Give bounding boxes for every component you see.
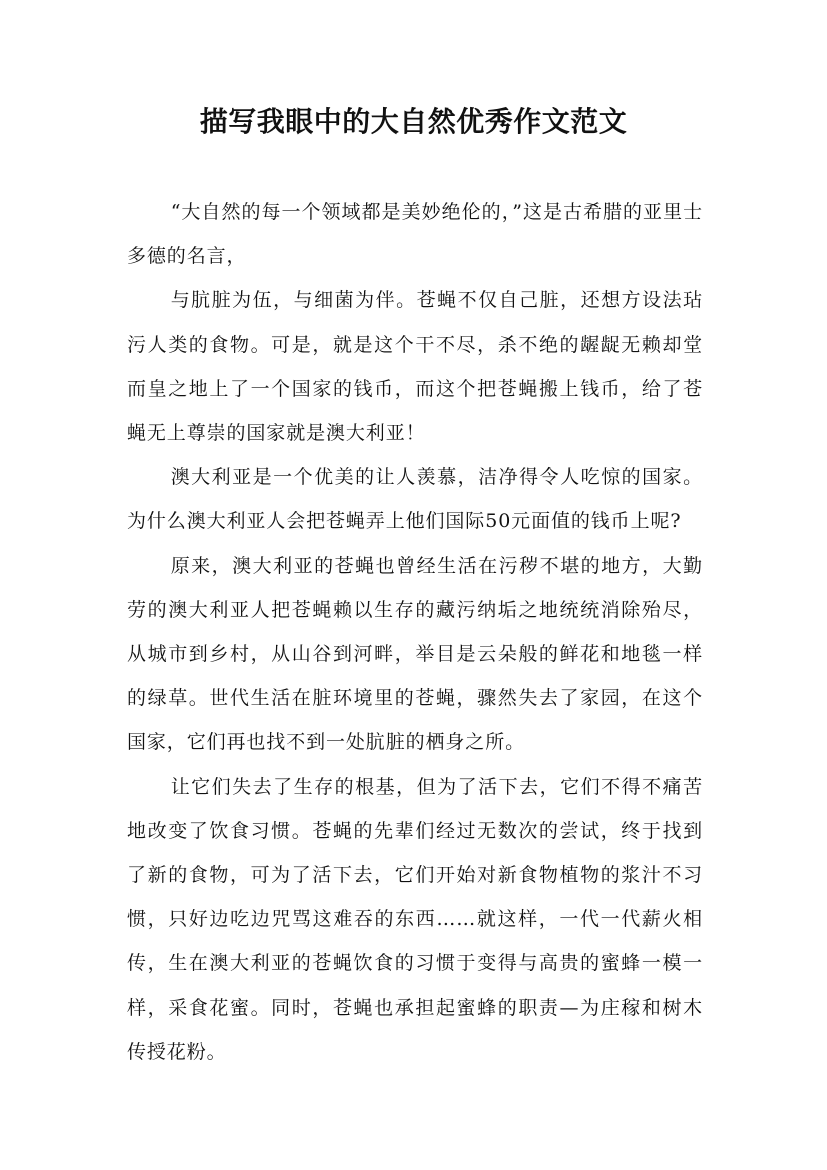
paragraph: 澳大利亚是一个优美的让人羡慕，洁净得令人吃惊的国家。为什么澳大利亚人会把苍蝇弄上他们国际50元面值的钱币上呢?	[127, 466, 703, 533]
paragraph: 让它们失去了生存的根基，但为了活下去，它们不得不痛苦地改变了饮食习惯。苍蝇的先辈们经过无数次的尝试，终于找到了新的食物，可为了活下去，它们开始对新食物植物的浆汁不习惯，只好边吃边咒骂这难吞的东西……就这样，一代一代薪火相传，生在澳大利亚的苍蝇饮食的习惯于变得与高贵的蜜蜂一模一样，采食花蜜。同时，苍蝇也承担起蜜蜂的职责—为庄稼和树木传授花粉。	[127, 775, 703, 1063]
document-body	[127, 190, 703, 1074]
paragraph: “大自然的每一个领域都是美妙绝伦的，”这是古希腊的亚里士多德的名言，	[127, 201, 703, 268]
paragraph: 与肮脏为伍，与细菌为伴。苍蝇不仅自己脏，还想方设法玷污人类的食物。可是，就是这个干不尽，杀不绝的龌龊无赖却堂而皇之地上了一个国家的钱币，而这个把苍蝇搬上钱币，给了苍蝇无上尊崇的国家就是澳大利亚！	[127, 289, 703, 445]
paragraph: 原来，澳大利亚的苍蝇也曾经生活在污秽不堪的地方，大勤劳的澳大利亚人把苍蝇赖以生存的藏污纳垢之地统统消除殆尽，从城市到乡村，从山谷到河畔，举目是云朵般的鲜花和地毯一样的绿草。世代生活在脏环境里的苍蝇，骤然失去了家园，在这个国家，它们再也找不到一处肮脏的栖身之所。	[127, 554, 703, 754]
document-title: 描写我眼中的大自然优秀作文范文	[199, 105, 628, 138]
